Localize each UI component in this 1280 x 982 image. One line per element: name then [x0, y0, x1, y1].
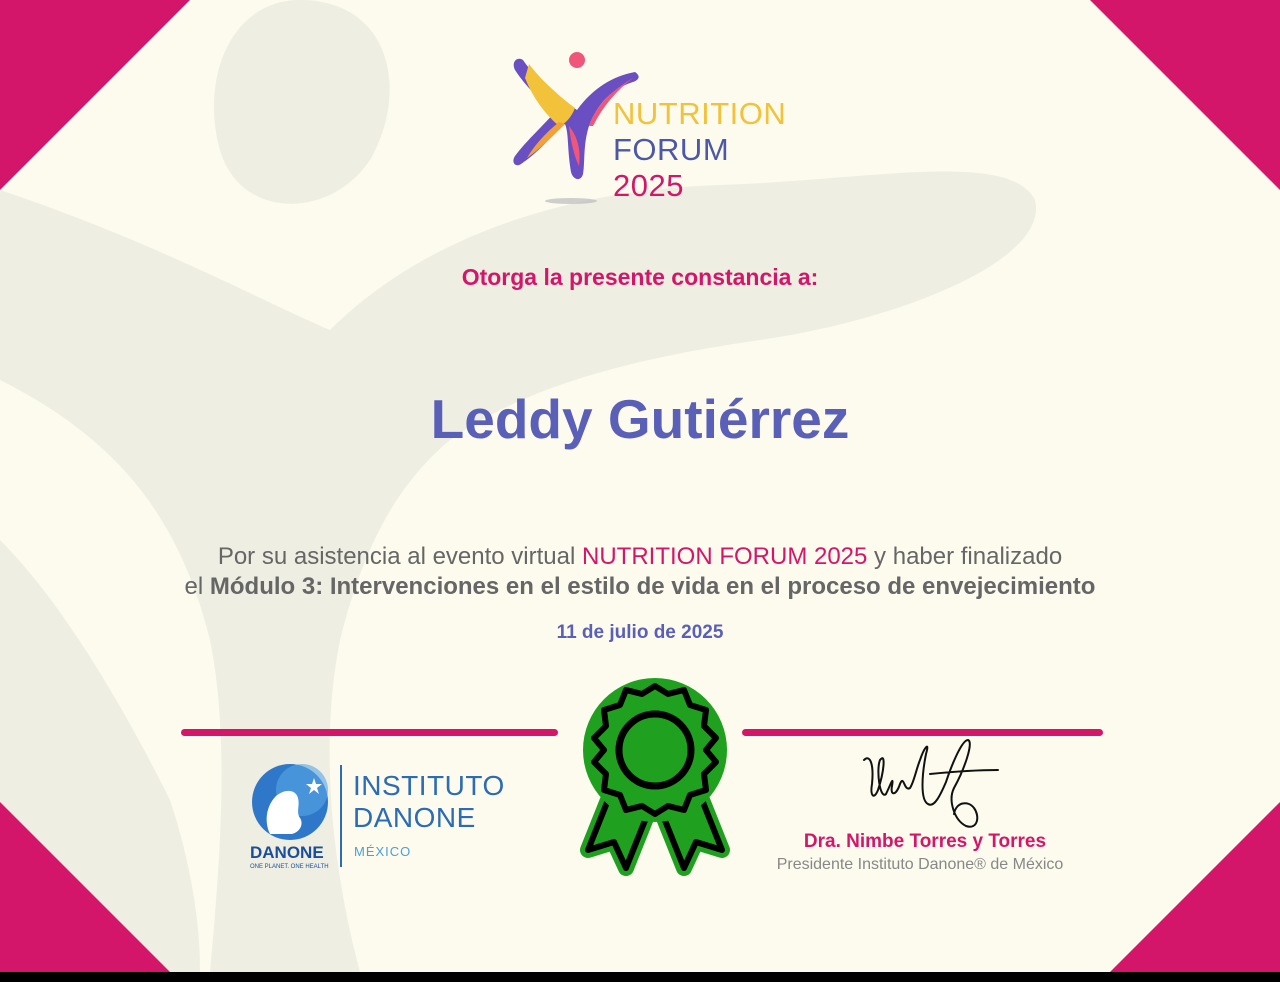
logo-line-year: 2025 — [613, 168, 684, 203]
corner-decoration-top-left — [0, 0, 200, 200]
danone-tagline: ONE PLANET. ONE HEALTH — [250, 864, 329, 870]
event-name: NUTRITION FORUM 2025 — [582, 543, 868, 570]
corner-decoration-bottom-left — [0, 772, 200, 972]
grant-text: Otorga la presente constancia a: — [461, 264, 819, 290]
logo-line-nutrition: NUTRITION — [613, 96, 787, 131]
corner-decoration-bottom-right — [1080, 772, 1280, 972]
body-intro: Por su asistencia al evento virtual — [217, 543, 576, 570]
danone-line: DANONE — [353, 802, 476, 833]
certificate-date: 11 de julio de 2025 — [556, 622, 724, 643]
recipient-name: Leddy Gutiérrez — [430, 388, 850, 450]
corner-decoration-top-right — [1080, 0, 1280, 200]
divider-line-left — [181, 729, 558, 736]
nutrition-forum-logo — [505, 48, 785, 218]
instituto-danone-wordmark — [353, 770, 505, 834]
danone-brand-text: DANONE — [250, 843, 324, 862]
logo-line-forum: FORUM — [613, 132, 730, 167]
body-article: el — [184, 573, 204, 600]
instituto-country: MÉXICO — [354, 844, 412, 859]
danone-separator — [340, 765, 342, 867]
signatory-name: Dra. Nimbe Torres y Torres — [803, 831, 1047, 852]
handwritten-signature — [850, 730, 1010, 840]
body-middle: y haber finalizado — [874, 543, 1063, 570]
nutrition-forum-wordmark — [613, 96, 786, 204]
signatory-title: Presidente Instituto Danone® de México — [776, 856, 1064, 873]
module-name: Módulo 3: Intervenciones en el estilo de vida en el proceso de envejecimiento — [209, 573, 1096, 600]
certificate-body-line-1 — [0, 543, 1280, 571]
certificate-body-line-2 — [0, 573, 1280, 601]
award-ribbon-icon — [570, 672, 740, 887]
instituto-line: INSTITUTO — [353, 770, 505, 801]
